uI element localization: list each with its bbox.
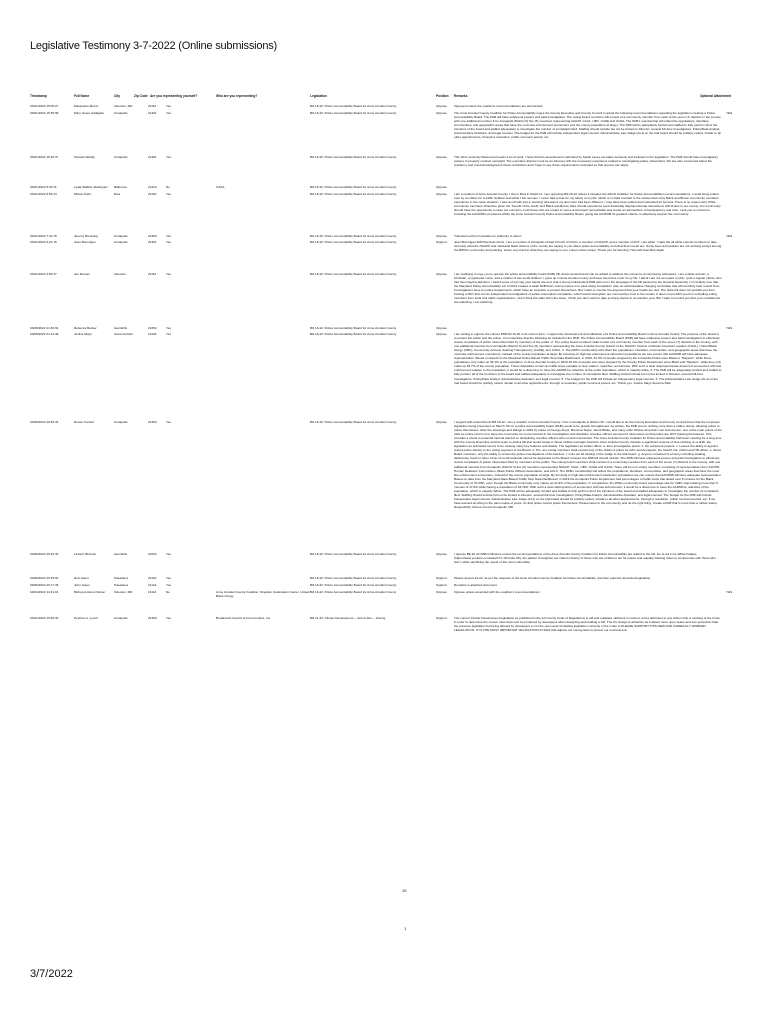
position-cell: Oppose — [436, 589, 447, 594]
full-name-cell: Pestrice A. Lynch — [74, 615, 98, 620]
col-representing-who: Who are you representing? — [216, 94, 258, 98]
attachment-cell: YES — [726, 325, 733, 330]
city-cell: Annapolis — [114, 615, 128, 620]
timestamp-cell: 03/01/2022 16:10:37 — [30, 154, 59, 159]
timestamp-cell: 03/06/2022 20:43:30 — [30, 551, 59, 556]
position-cell: Support — [436, 575, 447, 580]
page-marker: 15 — [402, 888, 407, 893]
city-cell: Annapolis — [114, 239, 128, 244]
timestamp-cell: 03/06/2022 20:40:34 — [30, 419, 59, 424]
representing-self-cell: Yes — [166, 331, 172, 336]
zip-cell: 21113 — [148, 589, 157, 594]
remarks-cell: Joan Brennigan 928 Riverside Circle. I am a member of Annapolis United Church of Christ, a member of NAACP, and a member of ACT. I am white. I want the all white council members to take seriously what the NAACP and individual black citizens of the county are saying to you about police accountability and what their needs are. Some bees and policies are not working except among the BIPOC community and policing. Listen very hard to what they are saying to you. Listen Listen Listen. Thank you for listening. How will Joan Brennigan — [454, 239, 722, 252]
full-name-cell: Miriam Kahn — [74, 191, 92, 196]
legislation-cell: Bill 16-22: Police Accountability Board for Anne Arundel County — [310, 419, 397, 424]
organization-cell: Broadneck Council of Communities, Inc. — [216, 615, 272, 620]
organization-cell: Anne Arundel County Coalition, Kingdom Celebration Center, United Black Clergy — [216, 589, 310, 598]
representing-self-cell: Yes — [166, 271, 172, 276]
legislation-cell: Bill 16-22: Police Accountability Board for Anne Arundel County — [310, 271, 397, 276]
full-name-cell: Deb Jasen — [74, 575, 89, 580]
city-cell: Odenton, MD — [114, 589, 133, 594]
full-name-cell: Joan Brennigan — [74, 239, 96, 244]
table-row — [30, 104, 740, 109]
attachment-cell: YES — [726, 110, 733, 115]
representing-self-cell: No — [166, 589, 170, 594]
full-name-cell: Rebecca Becker — [74, 325, 97, 330]
remarks-cell: Please amend 16-22, as per the requests of the Anne Arundel County Coalition for Police Accountability, and then pass the amended legislation. — [454, 575, 652, 580]
position-cell: Oppose — [436, 154, 447, 159]
position-cell: Oppose — [436, 233, 447, 238]
city-cell: Odenton, MD — [114, 104, 133, 108]
attachment-cell: YES — [726, 589, 733, 594]
legislation-cell: Bill 16-22: Police Accountability Board for Anne Arundel County — [310, 239, 397, 244]
timestamp-cell: 03/01/2022 15:05:27 — [30, 104, 59, 108]
remarks-cell: Transformed from Insulation to Authority to action — [454, 233, 522, 238]
remarks-cell: Oppose unless amended with the coalition's recommendations — [454, 589, 540, 594]
col-representing-self: Are you representing yourself? — [150, 94, 198, 98]
full-name-cell: Mary Grace Gallagher — [74, 110, 105, 115]
zip-cell: 21122 — [148, 575, 157, 580]
position-cell: Support — [436, 615, 447, 620]
legislation-cell: Bill 16-22: Police Accountability Board for Anne Arundel County — [310, 154, 397, 159]
representing-self-cell: Yes — [166, 551, 172, 556]
position-cell: Oppose — [436, 271, 447, 276]
zip-cell: 21409 — [148, 615, 157, 620]
timestamp-cell: 03/06/2022 21:14:49 — [30, 331, 59, 336]
col-timestamp: Timestamp — [30, 94, 47, 98]
zip-cell: 21113 — [148, 271, 157, 276]
representing-self-cell: Yes — [166, 154, 172, 159]
timestamp-cell: 03/06/2022 20:35:02 — [30, 575, 59, 580]
position-cell: Oppose — [436, 191, 447, 196]
timestamp-cell: 03/01/2022 15:30:30 — [30, 615, 59, 620]
zip-cell: 21146 — [148, 331, 157, 336]
page-marker: 1 — [404, 926, 407, 931]
legislation-cell: Bill 16-22: Police Accountability Board for Anne Arundel County — [310, 104, 397, 108]
zip-cell: 21054 — [148, 551, 157, 556]
position-cell: Oppose — [436, 419, 447, 424]
zip-cell: 21113 — [148, 104, 157, 108]
table-row — [30, 590, 740, 614]
table-row — [30, 111, 740, 153]
table-row — [30, 185, 740, 190]
col-city: City — [114, 94, 121, 98]
representing-self-cell: Yes — [166, 110, 172, 115]
col-full-name: Full Name — [74, 94, 90, 98]
table-row — [30, 552, 740, 574]
timestamp-cell: 03/04/2022 14:41:01 — [30, 589, 59, 594]
representing-self-cell: Yes — [166, 615, 172, 620]
full-name-cell: Bishop Antonio Palmer — [74, 589, 106, 594]
remarks-cell: I oppose Bill 16-22 PAB Ordinance unless the recommendations of the Anne Arundel County Coalition for Police Accountability are added to the bill. Go to tell it me White Fatigue (https://www.youtube.com/watch?v= ID=tube 9S), the pattern throughout our nation's history of those who are unable to act for justice and equality backing down to compromise with those who don't, while sacrificing the needs of the most vulnerable. — [454, 551, 716, 564]
col-legislation: Legislation — [310, 94, 327, 98]
representing-self-cell: Yes — [166, 582, 172, 587]
table-row — [30, 240, 740, 270]
testimony-table — [30, 94, 740, 934]
legislation-cell: Bill 16-22: Police Accountability Board for Anne Arundel County — [310, 575, 397, 580]
timestamp-cell: 03/01/2022 15:35:08 — [30, 110, 59, 115]
zip-cell: 21224 — [148, 184, 157, 189]
zip-cell: 21401 — [148, 239, 157, 244]
footer-date: 3/7/2022 — [30, 968, 73, 980]
remarks-cell: Opposed unless the coalitions recommendations are ammended — [454, 104, 543, 108]
city-cell: Severna Park — [114, 331, 133, 336]
remarks-cell: The current Cluster Development legislation as published in the AA County Code of Regulations is old and outdated, deficient in content, and a detriment to any citizen who is working of the Code in order to determine the correct rules that must be produced by developers when designing and building a CD. The CC design is attractive as it allows more open space and tree protection than the previous legislation but being abused by developers to cut the open and correlating legislation currently in the Code to PLEASE SUPPORT THIS NEW AND CAREFULLY WORKED LEGISLATION. IT IS THE MOST IMPORTANT LEGISLATION IN 2022 that adjusts our zoning laws to protect our environment. — [454, 615, 720, 632]
timestamp-cell: 03/01/2022 5:33:31 — [30, 184, 57, 189]
full-name-cell: Josline Mays — [74, 331, 92, 336]
full-name-cell: John Jasen — [74, 582, 90, 587]
full-name-cell: Marguerite Morris — [74, 104, 99, 108]
position-cell: Support — [436, 239, 447, 244]
zip-cell: 21401 — [148, 154, 157, 159]
table-row — [30, 576, 740, 581]
position-cell: Oppose — [436, 331, 447, 336]
remarks-cell: I am a resident of Anne Arundel County. I live in Riva in District 3. I am opposing Bill 16-22 unless it includes the AACO Coalition for Police Accountability's recommendations. I recall being pulled over by an officer for a traffic violation and while I felt nervous, I never had to fear for my safety or my life, which is in stark contrast to the stories that many Black and Brown community members experience in the same situation. I was let off with just a 'warning' whereas if my skin color had been different, I may have been pulled and mistreated for far less. There is no reason why White community members should be given the 'benefit of the doubt' and Black and Brown folks should experience such drastically disproportionate interactions with Police in our county. Our community should have the opportunity to raise our concerns, hold those who are meant to 'serve and protect' accountable and create an atmosphere of transparency and trust. I ask you to commit to including the AACPAB's provisions within the Anne Arundel County Police Accountability Board, giving the AACPAB its greatest chance to effectively support the community. — [454, 191, 721, 216]
timestamp-cell: 03/01/2022 8:53:24 — [30, 191, 57, 196]
table-row — [30, 616, 740, 646]
zip-cell: 21122 — [148, 582, 157, 587]
col-position: Position — [436, 94, 449, 98]
city-cell: Odenton — [114, 271, 126, 276]
timestamp-cell: 03/01/2022 9:21:15 — [30, 239, 57, 244]
position-cell: Oppose — [436, 110, 447, 115]
table-row — [30, 332, 740, 418]
position-cell: Oppose — [436, 104, 447, 108]
position-cell: Support — [436, 582, 447, 587]
remarks-cell: The Anne Arundel County Coalition for Police Accountability urges the County Executive and County Council to adopt the following recommendations regarding the legislation creating a Police Accountability Board. The PAB will have subpoena powers and paid investigators. The voting board members will consist of a community member from each of the seven (7) districts in the County with one additional member from Annapolis (District 6) five (5) members representing AAAAP, CAAL, UBC, CASE and CASA. The PAB's membership will reflect the populations, identities, communities, and geographic areas that have the most law enforcement encounters (not the county population at large). The PAB will be adequately funded and staffed to fully perform all of the functions of the board and staffed adequately to investigate the number of complaints filed. Staffing should include but not be limited to Director, several full-time Investigators, Policy/Data Analyst, Administrative Assistant, and legal counsel. The budget for the PAB will include independent legal counsel. Administrative Law Judge (ALJ) on the trial board should be publicly vetted, similar to all other appointments, through a resolution, public comment period, etc. — [454, 110, 721, 140]
city-cell: Riva — [114, 191, 121, 196]
zip-cell: 21140 — [148, 191, 157, 196]
table-row — [30, 326, 740, 330]
timestamp-cell: 03/01/2022 7:41:15 — [30, 233, 57, 238]
remarks-cell: This bill is seriously flawed and needs a lot of work. I hope that the amendments submitted by Sarah Lacey are taken seriously and included in the legislation. The PAB should have investigatory powers to properly conduct oversight. The executive director must be an Attorney with the necessary experience related to investigating police misconduct. We are also concerned about the residency and criminal background check restrictions and I hope to see those requirements rescinded so that anyone can apply. — [454, 154, 719, 167]
representing-self-cell: Yes — [166, 239, 172, 244]
full-name-cell: Renee Contort — [74, 419, 95, 424]
col-attachment: Optional Attachment — [700, 94, 732, 98]
city-cell: Pasadena — [114, 582, 128, 587]
zip-cell: 21401 — [148, 110, 157, 115]
table-row — [30, 155, 740, 183]
legislation-cell: Bill 16-22: Police Accountability Board for Anne Arundel County — [310, 191, 397, 196]
table-row — [30, 192, 740, 232]
representing-self-cell: Yes — [166, 233, 172, 238]
full-name-cell: Stewart Waddy — [74, 154, 95, 159]
city-cell: Gambrills — [114, 551, 128, 556]
city-cell: Annapolis — [114, 233, 128, 238]
city-cell: Annapolis — [114, 419, 128, 424]
position-cell: Oppose — [436, 184, 447, 189]
legislation-cell: Bill 16-22: Police Accountability Board for Anne Arundel County — [310, 551, 397, 556]
position-cell: Oppose — [436, 551, 447, 556]
zip-cell: 21403 — [148, 419, 157, 424]
table-row — [30, 420, 740, 550]
representing-self-cell: Yes — [166, 325, 172, 330]
remarks-cell: I support with amendments Bill 16-22. I am a resident of Anne Arundel County. I live in Annapolis in District 30. I would like to let the County Executive and County Council know that the proposed legislation being presented on March 7th on a police accountability board (PAB) needs to be greatly strengthened. As written, the PAB seems nothing more than a rubber stamp, allowing police to police themselves. After the shootings and killings in 2020 by police of George Floyd, Breonna Taylor, Jacob Blake, and many other African American men and women, one of the main points of the calls for police reform is to have the community be more involved in the investigation and discipline of police officers accused of misconduct so that police are NOT policing themselves. This provides a check to potential internal barriers to disciplining of police officers who commit misconduct. The Anne Arundel County Coalition for Police Accountability had been meeting for a long time with the County Executive and his team to draft a bill that would create a robust civilian oversight board for Anne Arundel County. Despite a significant amount of time working on a draft, the legislation as submitted seems to be missing many key features and details. The legislation as written offers: a. Zero investigative power. b. No subpoena powers. c. Leaves the ability to appoint retired police directly to the voting segment of the Board. d. The non-voting members shall consist only of the chiefs of police for AAC and Annapolis, the Sheriff, Dir. of ECI and HR officer. e. Gives Board members, only the ability to review the police investigations of themselves. f. Cuts out all funding of the Judge to the trial board. g. Anyone convicted of a felony including stealing, dishonesty, fraud or other crime of moral turpitude cannot be appointed to the Board. Instead, the PAB bill should include: The PAB will have subpoena powers and paid investigators to effectively review complaints of police misconduct filed by members of the public. The voting board members shall consist of a community member from each of the seven (7) districts in the County, with one additional member from Annapolis (District 6) five (5) members representing NAACP, CAAL, UBC, CASE and CASA. There will be non-voting members consisting of representatives from AACPD, Human Relations Commission, Black Police Officers Association, and ACLU. The PAB's membership will reflect the populations, identities, communities, and geographic areas that have the most law enforcement encounters, instead of the county population at large. By focusing on high law enforcement interaction populations we can ensure that AACPAB will have adequate representation. Based on data from the Maryland Race-Based Traffic Stop Data Dashboard, in 2019 the Annapolis Police Department had percentages of traffic stops that lasted over 5 minutes for the Black Community of 37.09%, even though the Black community only makes up 21.9% of the population. In comparison, the White community had a percentage rate for traffic stops lasting more than 5 minutes of 47.6% while having a population of 63.16%. With such a clear disproportion of encounters with law enforcement, it would be a disservice to have the AAPAB be reflective of the population, which is majority White. The PAB will be adequately funded and staffed to fully perform all of the functions of the board and staffed adequately to investigate the number of complaints filed. Staffing should include but not be limited to Director, several full-time Investigators, Policy/Data Analyst, Administrative Assistant, and legal counsel. The budget for the PAB will include independent legal counsel. Administrative Law Judge (ALJ) on the trial board should be publicly vetted, similar to all other appointments, through a resolution, public comment period, etc. If we have learned anything in the past couple of years, it's that police cannot police themselves. Please listen to the community and do the right thing. Create a PAB that is more than a rubber stamp. Respectfully, Renee Contort Annapolis, MD — [454, 419, 722, 510]
attachment-cell: YES — [726, 233, 733, 238]
full-name-cell: Jeremy Browning — [74, 233, 98, 238]
col-zip: Zip Code — [134, 94, 148, 98]
legislation-cell: Bill 16-22: Police Accountability Board for Anne Arundel County — [310, 582, 397, 587]
page-title: Legislative Testimony 3-7-2022 (Online submissions) — [30, 40, 277, 52]
timestamp-cell: 03/01/2022 4:28:47 — [30, 271, 57, 276]
representing-self-cell: Yes — [166, 419, 172, 424]
legislation-cell: Bill 16-22: Police Accountability Board for Anne Arundel County — [310, 184, 397, 189]
representing-self-cell: No — [166, 184, 170, 189]
legislation-cell: Bill 16-22: Police Accountability Board for Anne Arundel County — [310, 325, 397, 330]
city-cell: Baltimore — [114, 184, 128, 189]
full-name-cell: Jen Roman — [74, 271, 90, 276]
legislation-cell: Bill 16-22: Police Accountability Board for Anne Arundel County — [310, 110, 397, 115]
table-row — [30, 234, 740, 238]
representing-self-cell: Yes — [166, 191, 172, 196]
representing-self-cell: Yes — [166, 575, 172, 580]
city-cell: Pasadena — [114, 575, 128, 580]
position-cell: Oppose — [436, 325, 447, 330]
legislation-cell: Bill 16-22: Police Accountability Board for Anne Arundel County — [310, 589, 397, 594]
city-cell: Annapolis — [114, 154, 128, 159]
legislation-cell: Bill 16-22: Police Accountability Board for Anne Arundel County — [310, 331, 397, 336]
col-remarks: Remarks — [454, 94, 468, 98]
representing-self-cell: Yes — [166, 104, 172, 108]
organization-cell: CASA — [216, 184, 225, 189]
table-row — [30, 583, 740, 588]
timestamp-cell: 03/06/2022 20:17:38 — [30, 582, 59, 587]
remarks-cell: Remarks in attached document — [454, 582, 497, 587]
remarks-cell: I am testifying to urge you to oppose the police accountability board (PAB) bill unless amendments can be added to address the concerns of community advocates. I am a white woman, a Christian, a registered nurse, and a mother of two small children. I grew up in Anne Arundel county and have lived here most of my life. I admit I am not an expert on this. I just a regular citizen who has been paying attention. I heard some of you say your hands are tied, that a strong independent PAB was not in the language of the bill passed by the General Assembly. I'm certainly true that the Maryland Police Accountability Act of 2021 creates a weak PAB that's main purpose is to pass along complaints. Also an administrative charging committee that will not likely hear results from investigations done by police departments, which have an incentive to protect themselves. But I want to counter the argument that your hands are tied. The state bill does not prohibit you from funding a PAC that can do independent investigations of police misconduct complaints, which would strengthen our community's trust in the results. It does not prohibit you from including voting members from local civil rights organizations. I don't think the state bill is the issue. I think you don't want to take a strong stance in an election year. But I want to remind you that your constituents are watching. I am watching. — [454, 271, 722, 305]
full-name-cell: Lydia Walther-Rodriguez — [74, 184, 108, 189]
table-row — [30, 272, 740, 324]
city-cell: Gambrills — [114, 325, 128, 330]
timestamp-cell: 03/06/2022 21:30:04 — [30, 325, 59, 330]
table-header — [30, 94, 740, 102]
legislation-cell: Bill 16-22: Police Accountability Board for Anne Arundel County — [310, 233, 397, 238]
full-name-cell: Linda K Brehner — [74, 551, 97, 556]
legislation-cell: Bill 21-22: Cluster Development -- Sub & Dev -- Zoning — [310, 615, 386, 620]
city-cell: Annapolis — [114, 110, 128, 115]
zip-cell: 21054 — [148, 325, 157, 330]
zip-cell: 21403 — [148, 233, 157, 238]
remarks-cell: I am writing to oppose the current PAB bill 16-22 in its current form. I support the development and utilization of a Police Accountability Board in Anne Arundel County. The purpose of the board is to protect the public and the police. It is imperative that the following be included in the PAB: The Police Accountability Board (PAB) will have subpoena powers and paid investigators to effectively review complaints of police misconduct filed by members of the public. 2. The voting board members shall consist of a community member from each of the seven (7) districts in the County, with one additional member from Annapolis (District 6) and five (5) members representing the Anne Arundel County branch of the NAACP, Caucus of African American Leaders (CAAL), United Black Clergy (UBC), Community Actively Seeking Transparency (CASE), and CASA. 3. The PAB's membership will reflect the populations, identities, communities, and geographic areas that have the most law enforcement encounters, instead of the county population at large. By focusing on high law enforcement interaction populations we can ensure that AACPAB will have adequate representation. Based on data from the Maryland Police Based Traffic Stop Data Dashboard, in 2019, 51.3% of people stopped by the Annapolis Police were Black or 'Hispanic', while those populations only make up 35.1% of the population. In Anne Arundel County in 2020 40.3% of people who were stopped by the County Police Department were Black and 'Hispanic', while they only make up 26.7% of the county population. These disparities remain as traffic stops escalate to stop citation, searches, and arrests. With such a clear disproportionate amount of encounters with law enforcement relative to the population, it would be a disservice to have the AAPAB be reflective of the entire population, which is majority white. 4. The PAB will be adequately funded and staffed to fully perform all of the functions of the board and staffed adequately to investigate the number of complaints filed. Staffing should include but not be limited to Director, several full-time Investigators, Policy/Data Analyst, Administrative Assistant, and legal counsel. 5. The budget for the PAB will include an independent legal counsel. 6. The Administrative Law Judge (ALJ) on the trial board should be publicly vetted, similar to all other appointments, through a resolution, public comment period, etc. Thank you, Josline Mays Severna Park — [454, 331, 722, 385]
